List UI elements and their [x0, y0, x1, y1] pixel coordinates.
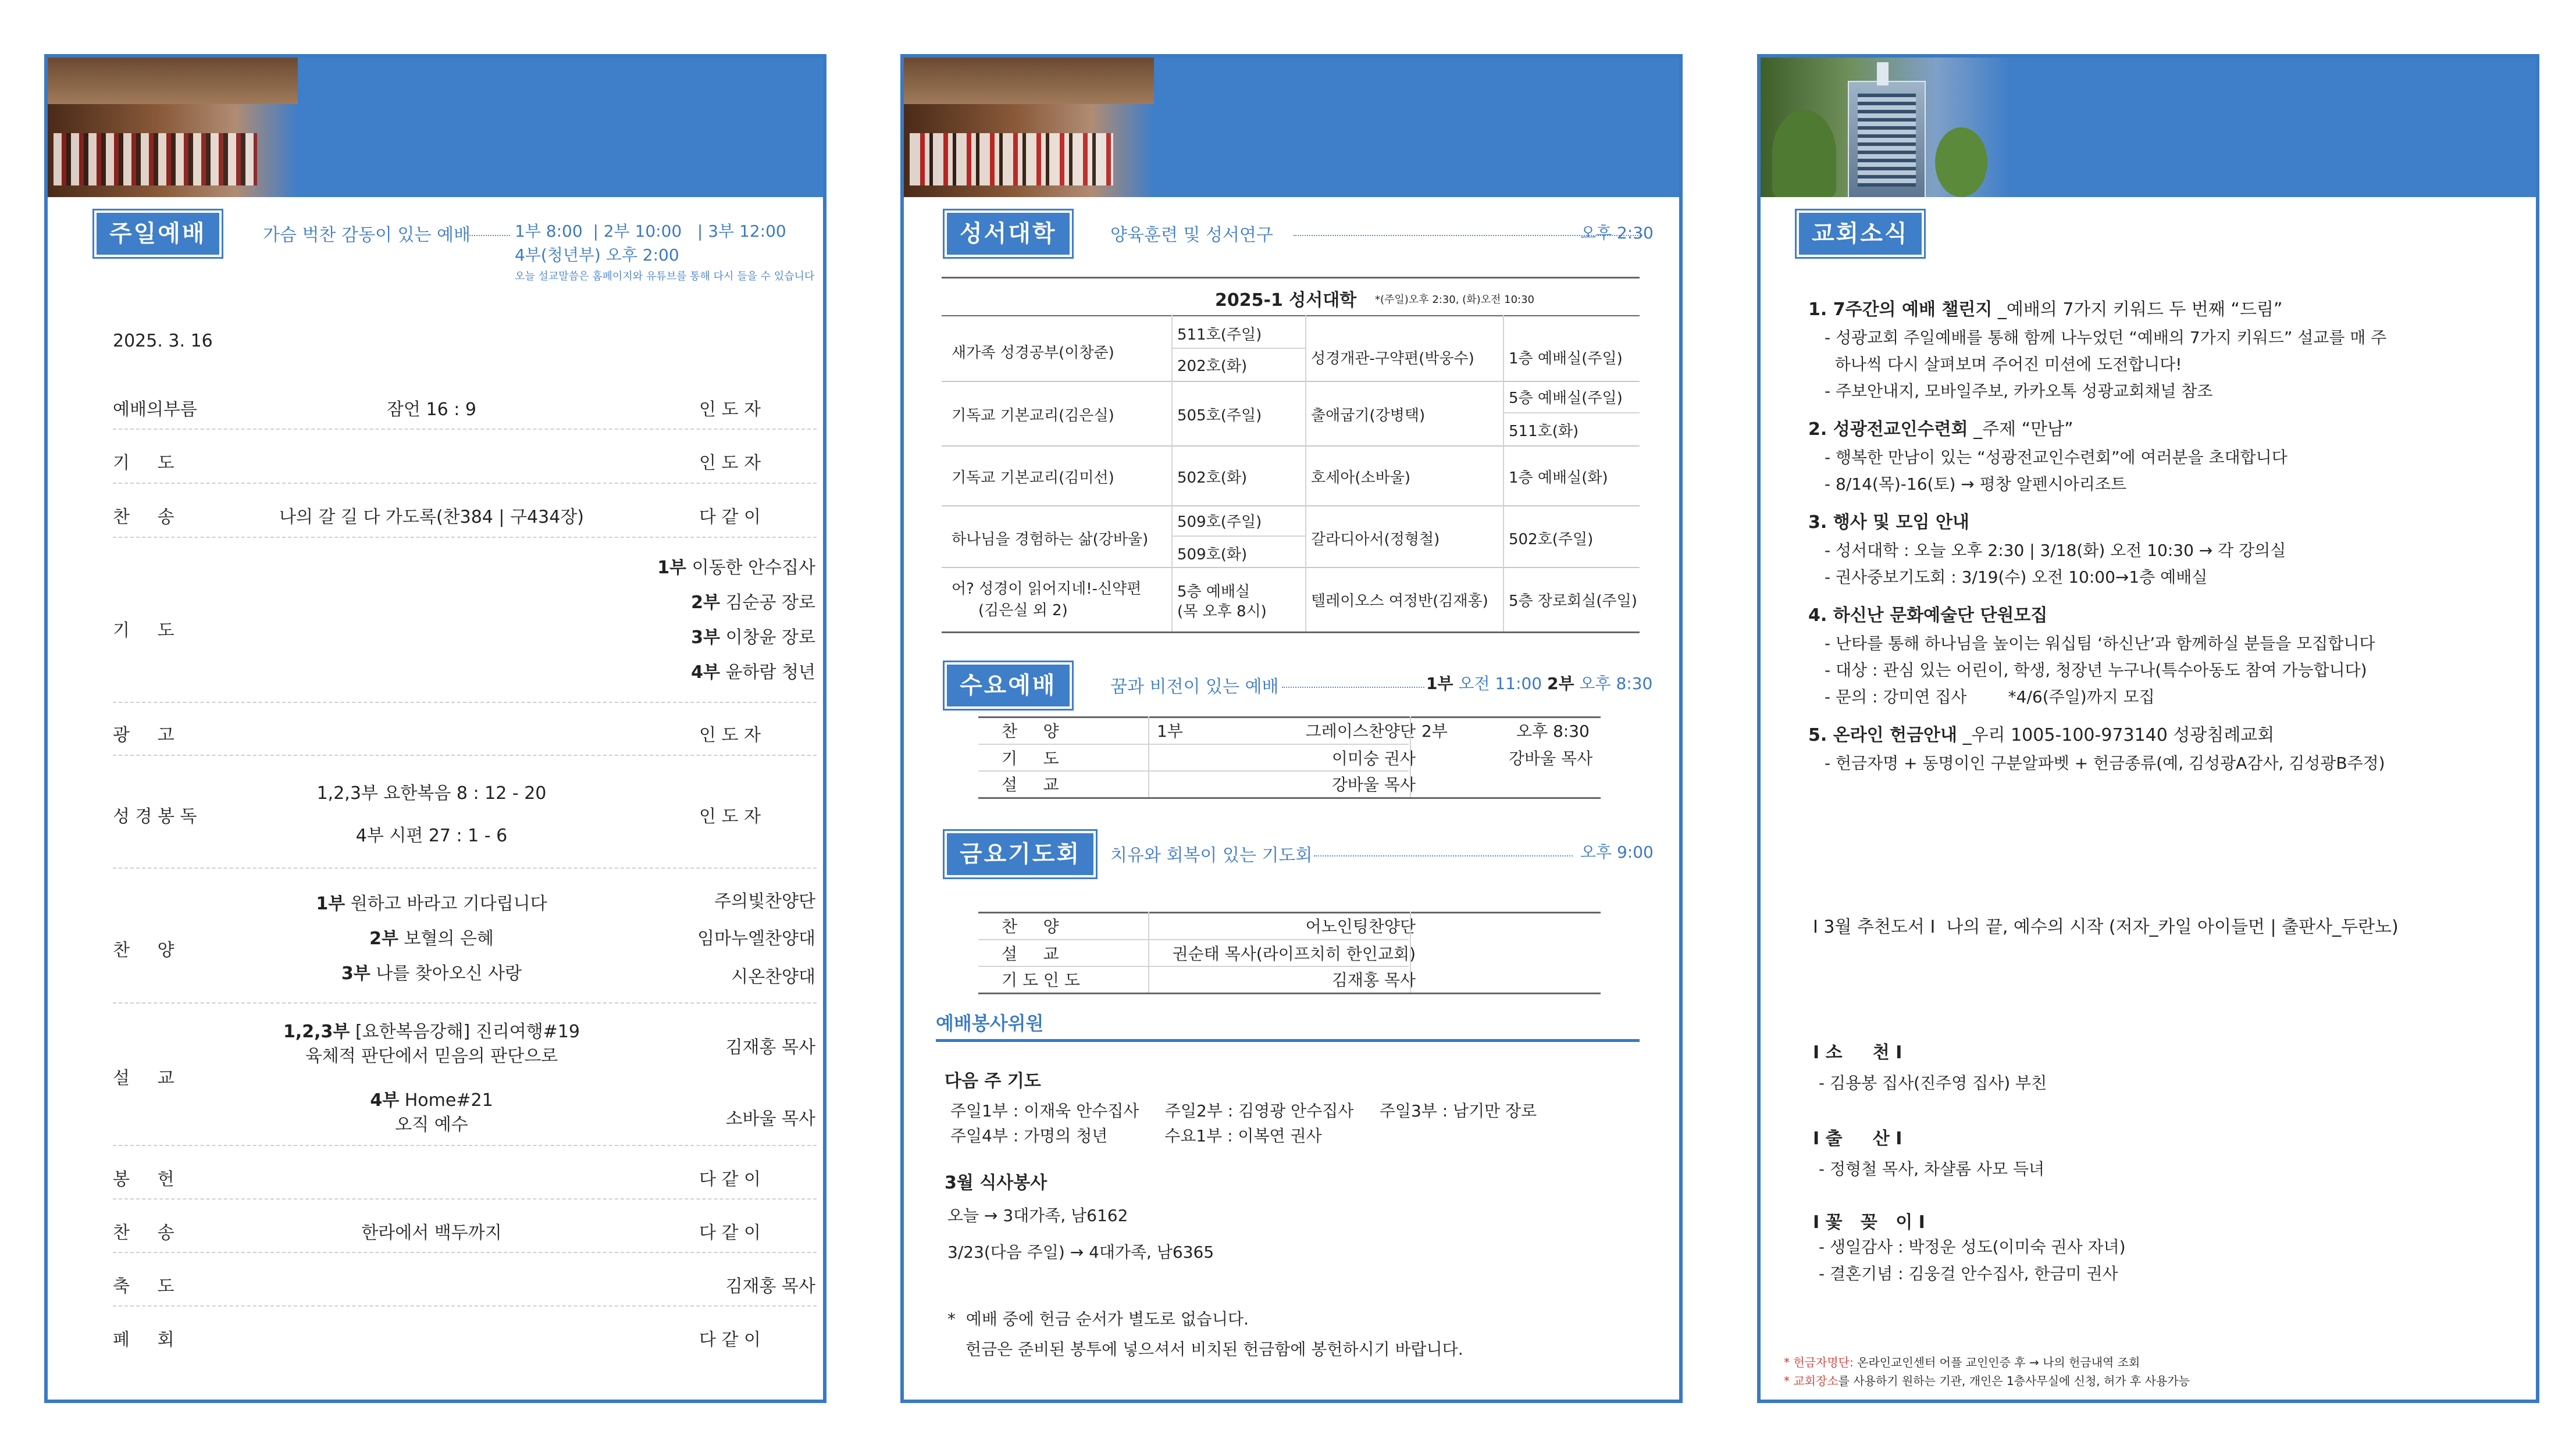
course-teachers: (김은실 외 2) [978, 602, 1068, 619]
news-line: - 성서대학 : 오늘 오후 2:30 | 3/18(화) 오전 10:30 → 각 강의실 [1825, 541, 2286, 560]
closing-hymn: 한라에서 백두까지 [361, 1223, 502, 1243]
order-label: 예배의부름 [113, 399, 197, 420]
fri-label: 설 교 [1002, 944, 1059, 963]
table-title: 2025-1 성서대학 [1215, 290, 1357, 310]
order-leader: 인 도 자 [699, 806, 761, 827]
section-time: 오후 2:30 [1580, 223, 1654, 242]
order-label: 성 경 봉 독 [113, 806, 197, 827]
praise-1: 1부 원하고 바라고 기다립니다 [316, 894, 547, 914]
course-name: 갈라디아서(정형철) [1311, 531, 1440, 548]
offering-notice: 헌금은 준비된 봉투에 넣으셔서 비치된 헌금함에 봉헌하시기 바랍니다. [965, 1340, 1463, 1359]
section-line: - 결혼기념 : 김웅걸 안수집사, 한금미 권사 [1819, 1264, 2118, 1283]
sermon-1-subtitle: 육체적 판단에서 믿음의 판단으로 [305, 1046, 558, 1066]
choir-3: 시온찬양대 [731, 967, 815, 987]
section-line: - 김용봉 집사(진주영 집사) 부친 [1819, 1073, 2047, 1093]
news-line: - 8/14(목)-16(토) → 평창 알펜시아리조트 [1825, 474, 2126, 494]
next-prayer-line: 주일1부 : 이재욱 안수집사 주일2부 : 김영광 안수집사 주일3부 : 남기만 장로 [950, 1101, 1537, 1120]
fri-label: 기 도 인 도 [1002, 970, 1080, 990]
course-room: 511호(주일) [1177, 326, 1262, 344]
course-name: 하나님을 경험하는 삶(강바울) [952, 531, 1149, 548]
course-room: 1층 예배실(화) [1509, 469, 1608, 487]
header-banner [48, 58, 823, 197]
course-room: 202호(화) [1177, 358, 1248, 375]
recommended-book: I 3월 추천도서 I 나의 끝, 예수의 시작 (저자_카일 아이들먼 | 출판사_두란노) [1813, 917, 2399, 937]
news-line: - 대상 : 관심 있는 어린이, 학생, 청장년 누구나(특수아동도 참여 가능합니다) [1825, 661, 2367, 680]
wed-part: 2부 [1421, 722, 1448, 741]
order-label: 광 고 [113, 725, 174, 745]
date: 2025. 3. 16 [113, 331, 213, 351]
course-room: 5층 예배실(주일) [1509, 390, 1623, 407]
praise-2: 2부 보혈의 은혜 [369, 929, 494, 949]
prayer-3: 3부 이창윤 장로 [691, 627, 815, 648]
hymn: 나의 갈 길 다 가도록(찬384 | 구434장) [279, 507, 585, 527]
section-line: - 정형철 목사, 차샬롬 사모 득녀 [1819, 1159, 2045, 1179]
next-prayer-heading: 다음 주 기도 [945, 1071, 1041, 1091]
worship-photo [48, 58, 298, 197]
order-leader: 다 같 이 [699, 1169, 761, 1190]
youth-time: 4부(청년부) 오후 2:00 [515, 245, 679, 265]
order-leader: 인 도 자 [699, 399, 761, 420]
order-leader: 다 같 이 [699, 1223, 761, 1243]
order-leader: 인 도 자 [699, 725, 761, 745]
section-line: - 생일감사 : 박정운 성도(이미숙 권사 자녀) [1819, 1237, 2126, 1257]
course-room: 509호(주일) [1177, 513, 1262, 531]
order-label: 설 교 [113, 1068, 174, 1088]
sermon-1-preacher: 김재홍 목사 [725, 1037, 815, 1058]
course-name: 기독교 기본교리(김미선) [952, 469, 1114, 487]
order-label: 봉 헌 [113, 1169, 174, 1190]
section-title: 교회소식 [1797, 210, 1924, 257]
wed-part: 1부 [1157, 722, 1183, 741]
news-line: - 헌금자명 + 동명이인 구분알파벳 + 헌금종류(예, 김성광A감사, 김성광B주정) [1825, 754, 2385, 773]
course-name: 호세아(소바울) [1311, 469, 1410, 487]
wed-label: 찬 양 [1002, 722, 1059, 741]
news-item-4: 4. 하신난 문화예술단 단원모집 [1808, 605, 2048, 626]
table-note: *(주일)오후 2:30, (화)오전 10:30 [1375, 294, 1534, 306]
course-name: 성경개관-구약편(박웅수) [1311, 350, 1474, 367]
course-room: 509호(화) [1177, 546, 1248, 563]
next-prayer-line: 주일4부 : 가명의 청년 수요1부 : 이복연 권사 [950, 1126, 1322, 1145]
sermon-2-preacher: 소바울 목사 [725, 1109, 815, 1129]
news-item-1: 1. 7주간의 예배 챌린지 _예배의 7가지 키워드 두 번째 “드림” [1808, 299, 2283, 320]
news-item-5: 5. 온라인 헌금안내 _우리 1005-100-973140 성광침례교회 [1808, 725, 2275, 745]
course-room: 511호(화) [1509, 423, 1579, 440]
sermon-2-title: 4부 Home#21 [370, 1090, 493, 1111]
section-title: 금요기도회 [945, 831, 1096, 877]
course-room: 502호(화) [1177, 469, 1248, 487]
section-subtitle: 양육훈련 및 성서연구 [1110, 225, 1273, 245]
course-room: 5층 예배실 [1177, 583, 1250, 601]
header-banner [1761, 58, 2536, 197]
sermon-1-title: 1,2,3부 [요한복음강해] 진리여행#19 [283, 1022, 580, 1042]
offering-notice: * 예배 중에 헌금 순서가 별도로 없습니다. [947, 1309, 1249, 1329]
prayer-1: 1부 이동한 안수집사 [657, 558, 815, 578]
wed-choir: 그레이스찬양단 [1305, 722, 1416, 741]
news-line: - 문의 : 강미연 집사 *4/6(주일)까지 모집 [1825, 687, 2155, 706]
meal-heading: 3월 식사봉사 [945, 1173, 1047, 1193]
header-banner [904, 58, 1679, 197]
section-time: 오후 9:00 [1580, 843, 1654, 862]
praise-3: 3부 나를 찾아오신 사랑 [341, 963, 522, 984]
news-line: 하나씩 다시 살펴보며 주어진 미션에 도전합니다! [1825, 355, 2182, 374]
news-line: - 행복한 만남이 있는 “성광전교인수련회”에 여러분을 초대합니다 [1825, 448, 2288, 467]
wed-time: 오후 8:30 [1516, 722, 1590, 741]
news-item-2: 2. 성광전교인수련회 _주제 “만남” [1808, 419, 2073, 440]
meal-line: 3/23(다음 주일) → 4대가족, 남6365 [947, 1243, 1214, 1262]
wed-label: 기 도 [1002, 749, 1059, 768]
fri-leader: 김재홍 목사 [1331, 970, 1416, 990]
order-label: 기 도 [113, 453, 174, 473]
wed-label: 설 교 [1002, 775, 1059, 794]
footnote-1: * 헌금자명단: 온라인교인센터 어플 교인인증 후 → 나의 헌금내역 조회 [1784, 1355, 2140, 1369]
prayer-2: 2부 김순공 장로 [691, 592, 815, 613]
order-label: 폐 회 [113, 1330, 174, 1350]
order-leader: 다 같 이 [699, 507, 761, 527]
news-item-3: 3. 행사 및 모임 안내 [1808, 512, 1969, 533]
choir-photo [904, 58, 1154, 197]
meal-line: 오늘 → 3대가족, 남6162 [947, 1206, 1128, 1225]
order-leader: 김재홍 목사 [725, 1276, 815, 1297]
fri-choir: 어노인팅찬양단 [1305, 917, 1416, 936]
course-room: 502호(주일) [1509, 531, 1594, 548]
section-time: 1부 오전 11:00 2부 오후 8:30 [1426, 674, 1653, 693]
news-line: - 성광교회 주일예배를 통해 함께 나누었던 “예배의 7가지 키워드” 설교를 매 주 [1825, 328, 2387, 347]
church-news-panel [1757, 54, 2539, 1403]
fri-preacher: 권순태 목사(라이프치히 한인교회) [1172, 944, 1416, 963]
choir-2: 임마누엘찬양대 [697, 929, 815, 949]
footnote-2: * 교회장소를 사용하기 원하는 기관, 개인은 1층사무실에 신청, 허가 후 사용가능 [1784, 1374, 2190, 1388]
order-label: 기 도 [113, 620, 174, 641]
course-name: 어? 성경이 읽어지네!-신약편 [952, 580, 1142, 598]
sermon-2-subtitle: 오직 예수 [395, 1115, 468, 1135]
course-room: 1층 예배실(주일) [1509, 350, 1623, 367]
reading-2: 4부 시편 27 : 1 - 6 [355, 826, 508, 846]
course-room: 5층 장로회실(주일) [1509, 592, 1637, 610]
news-line: - 주보안내지, 모바일주보, 카카오톡 성광교회채널 참조 [1825, 381, 2213, 401]
section-subtitle: 꿈과 비전이 있는 예배 [1110, 677, 1279, 697]
news-line: - 난타를 통해 하나님을 높이는 워십팀 ‘하신난’과 함께하실 분들을 모집합니다 [1825, 634, 2375, 653]
section-title: 주일예배 [94, 210, 222, 257]
choir-1: 주의빛찬양단 [714, 891, 815, 912]
news-line: - 권사중보기도회 : 3/19(수) 오전 10:00→1층 예배실 [1825, 567, 2208, 587]
online-note: 오늘 설교말씀은 홈페이지와 유튜브를 통해 다시 들을 수 있습니다 [515, 270, 815, 283]
order-label: 축 도 [113, 1276, 174, 1297]
section-heading: I 꽃 꽂 이 I [1813, 1212, 1925, 1233]
section-heading: I 소 천 I [1813, 1043, 1902, 1063]
order-label: 찬 양 [113, 940, 174, 961]
bible-college-panel [900, 54, 1683, 1403]
order-label: 찬 송 [113, 507, 174, 527]
fri-label: 찬 양 [1002, 917, 1059, 936]
reading-1: 1,2,3부 요한복음 8 : 12 - 20 [316, 783, 547, 804]
course-room: 505호(주일) [1177, 407, 1262, 424]
worship-order-panel [44, 54, 826, 1403]
course-schedule: (목 오후 8시) [1177, 603, 1267, 620]
course-name: 기독교 기본교리(김은실) [952, 407, 1114, 424]
wed-preacher-2: 강바울 목사 [1509, 749, 1593, 768]
course-name: 출애굽기(강병택) [1311, 407, 1426, 424]
section-subtitle: 치유와 회복이 있는 기도회 [1110, 845, 1313, 866]
section-heading: I 출 산 I [1813, 1129, 1902, 1149]
wed-prayer: 이미숭 권사 [1331, 749, 1416, 768]
prayer-4: 4부 윤하람 청년 [691, 662, 815, 683]
committee-heading: 예배봉사위원 [936, 1012, 1044, 1034]
section-title: 수요예배 [945, 662, 1072, 709]
section-title: 성서대학 [945, 210, 1072, 257]
section-subtitle: 가슴 벅찬 감동이 있는 예배 [263, 225, 471, 245]
course-name: 텔레이오스 여정반(김재홍) [1311, 592, 1488, 610]
order-leader: 다 같 이 [699, 1330, 761, 1350]
service-times: 1부 8:00 | 2부 10:00 | 3부 12:00 [515, 222, 786, 241]
order-content: 잠언 16 : 9 [387, 399, 476, 420]
church-building-photo [1761, 58, 2011, 197]
course-name: 새가족 성경공부(이창준) [952, 344, 1114, 362]
order-label: 찬 송 [113, 1223, 174, 1243]
order-leader: 인 도 자 [699, 453, 761, 473]
wed-preacher: 강바울 목사 [1331, 775, 1416, 794]
